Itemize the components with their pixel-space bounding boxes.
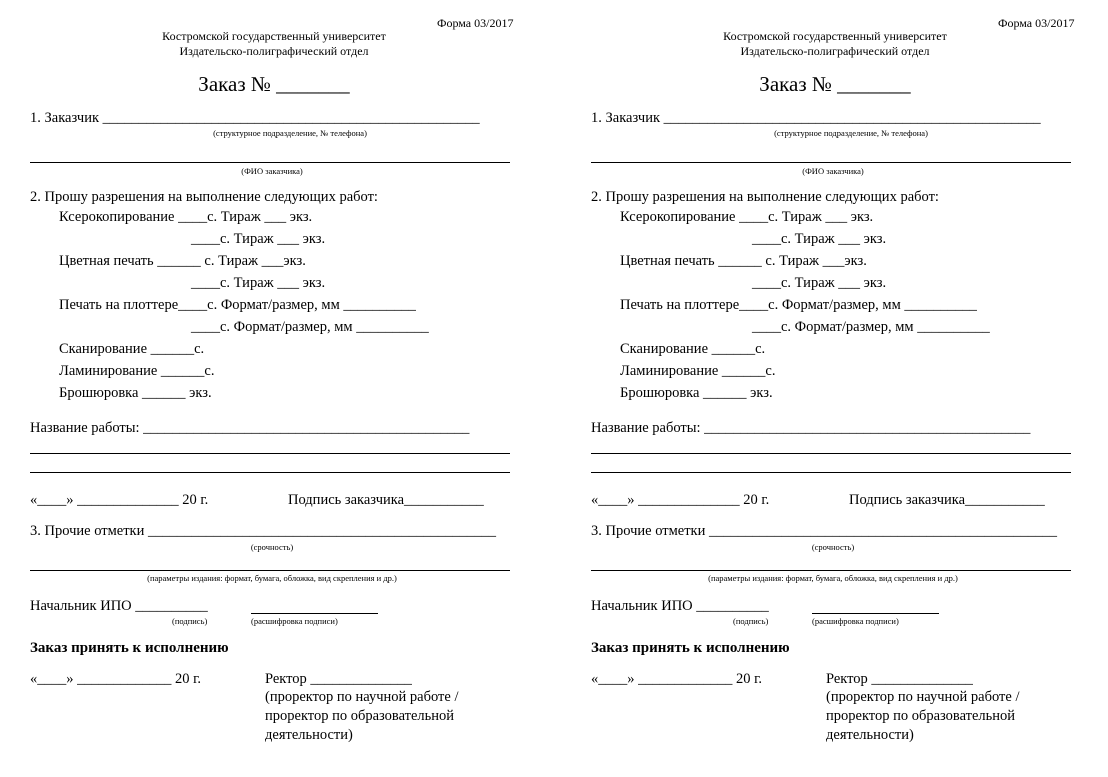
accept-heading: Заказ принять к исполнению [30, 640, 229, 656]
date-row[interactable]: «____» ______________ 20 г. [30, 492, 209, 508]
customer-signature[interactable]: Подпись заказчика___________ [849, 492, 1045, 508]
request-heading: 2. Прошу разрешения на выполнение следующих работ: [30, 189, 378, 205]
signature-decode-line[interactable] [251, 613, 378, 614]
fio-hint: (ФИО заказчика) [802, 166, 864, 176]
color-row-2[interactable]: ____с. Тираж ___ экз. [752, 275, 887, 291]
head-label[interactable]: Начальник ИПО __________ [30, 598, 208, 614]
department-name: Издательско-полиграфический отдел [179, 44, 369, 58]
params-hint: (параметры издания: формат, бумага, обложка, вид скрепления и др.) [147, 573, 397, 583]
params-line[interactable] [30, 570, 510, 571]
rector-note-2: проректор по образовательной [826, 708, 1016, 724]
work-title-label[interactable]: Название работы: _____________________________________________ [591, 420, 1031, 436]
plotter-row-1[interactable]: Печать на плоттере____с. Формат/размер, мм __________ [620, 297, 977, 313]
accept-heading: Заказ принять к исполнению [591, 640, 790, 656]
signature-hint: (подпись) [733, 616, 769, 626]
rector-note-1: (проректор по научной работе / [826, 689, 1020, 705]
work-title-line-2[interactable] [30, 453, 510, 454]
date-row[interactable]: «____» ______________ 20 г. [591, 492, 770, 508]
plotter-row-1[interactable]: Печать на плоттере____с. Формат/размер, мм __________ [59, 297, 416, 313]
fio-line[interactable] [30, 162, 510, 163]
urgency-hint: (срочность) [811, 542, 855, 552]
color-row-2[interactable]: ____с. Тираж ___ экз. [191, 275, 326, 291]
params-hint: (параметры издания: формат, бумага, обложка, вид скрепления и др.) [708, 573, 958, 583]
head-label[interactable]: Начальник ИПО __________ [591, 598, 769, 614]
plotter-row-2[interactable]: ____с. Формат/размер, мм __________ [191, 319, 429, 335]
rector-note-3: деятельности) [265, 727, 353, 743]
copy-row-2[interactable]: ____с. Тираж ___ экз. [752, 231, 887, 247]
color-row-1[interactable]: Цветная печать ______ с. Тираж ___экз. [620, 253, 867, 269]
fio-hint: (ФИО заказчика) [241, 166, 303, 176]
accept-date-row[interactable]: «____» _____________ 20 г. [591, 671, 763, 687]
university-name: Костромской государственный университет [162, 29, 386, 43]
lamination-row[interactable]: Ламинирование ______с. [620, 363, 776, 379]
order-form-right [561, 0, 1108, 777]
request-heading: 2. Прошу разрешения на выполнение следующих работ: [591, 189, 939, 205]
work-title-line-2[interactable] [591, 453, 1071, 454]
customer-label[interactable]: 1. Заказчик ____________________________________________________ [591, 110, 1041, 126]
copy-row-2[interactable]: ____с. Тираж ___ экз. [191, 231, 326, 247]
copy-row-1[interactable]: Ксерокопирование ____с. Тираж ___ экз. [620, 209, 874, 225]
signature-decode-line[interactable] [812, 613, 939, 614]
other-notes-label[interactable]: 3. Прочие отметки ________________________________________________ [591, 523, 1057, 539]
rector-note-3: деятельности) [826, 727, 914, 743]
customer-label[interactable]: 1. Заказчик ____________________________________________________ [30, 110, 480, 126]
form-number: Форма 03/2017 [998, 16, 1075, 30]
rector-note-1: (проректор по научной работе / [265, 689, 459, 705]
plotter-row-2[interactable]: ____с. Формат/размер, мм __________ [752, 319, 990, 335]
work-title-line-3[interactable] [591, 472, 1071, 473]
signature-decode-hint: (расшифровка подписи) [251, 616, 338, 626]
fio-line[interactable] [591, 162, 1071, 163]
order-title: Заказ № _______ [759, 72, 911, 96]
department-name: Издательско-полиграфический отдел [740, 44, 930, 58]
color-row-1[interactable]: Цветная печать ______ с. Тираж ___экз. [59, 253, 306, 269]
other-notes-label[interactable]: 3. Прочие отметки ________________________________________________ [30, 523, 496, 539]
form-number: Форма 03/2017 [437, 16, 514, 30]
copy-row-1[interactable]: Ксерокопирование ____с. Тираж ___ экз. [59, 209, 313, 225]
customer-hint: (структурное подразделение, № телефона) [213, 128, 367, 138]
accept-date-row[interactable]: «____» _____________ 20 г. [30, 671, 202, 687]
signature-hint: (подпись) [172, 616, 208, 626]
scan-row[interactable]: Сканирование ______с. [59, 341, 205, 357]
rector-label[interactable]: Ректор ______________ [826, 671, 973, 687]
rector-label[interactable]: Ректор ______________ [265, 671, 412, 687]
binding-row[interactable]: Брошюровка ______ экз. [620, 385, 773, 401]
work-title-line-3[interactable] [30, 472, 510, 473]
customer-signature[interactable]: Подпись заказчика___________ [288, 492, 484, 508]
rector-note-2: проректор по образовательной [265, 708, 455, 724]
scan-row[interactable]: Сканирование ______с. [620, 341, 766, 357]
urgency-hint: (срочность) [250, 542, 294, 552]
lamination-row[interactable]: Ламинирование ______с. [59, 363, 215, 379]
work-title-label[interactable]: Название работы: _____________________________________________ [30, 420, 470, 436]
signature-decode-hint: (расшифровка подписи) [812, 616, 899, 626]
binding-row[interactable]: Брошюровка ______ экз. [59, 385, 212, 401]
params-line[interactable] [591, 570, 1071, 571]
order-title: Заказ № _______ [198, 72, 350, 96]
customer-hint: (структурное подразделение, № телефона) [774, 128, 928, 138]
university-name: Костромской государственный университет [723, 29, 947, 43]
